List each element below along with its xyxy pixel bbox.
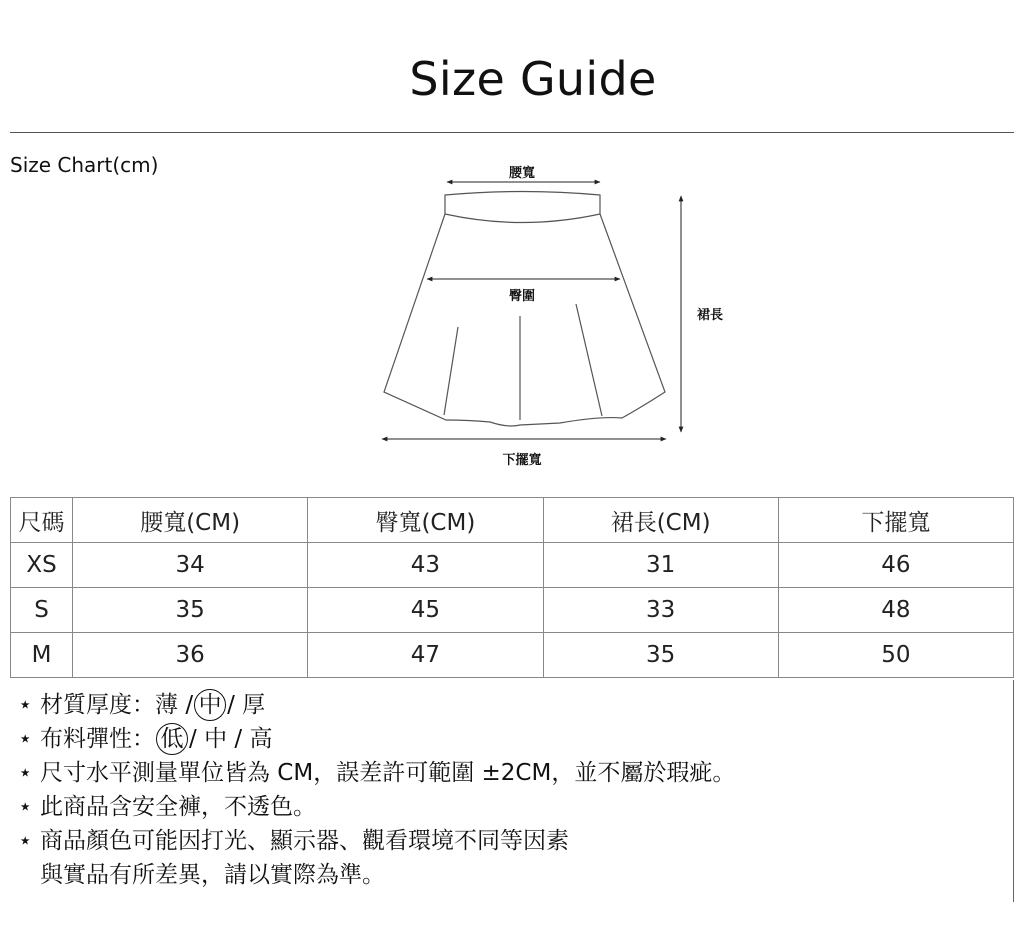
elastic-high: 高	[249, 726, 273, 752]
skirt-outline	[384, 192, 665, 427]
notes-border	[1013, 680, 1014, 902]
table-cell: 46	[778, 543, 1013, 588]
table-cell: 43	[308, 543, 543, 588]
table-cell: 45	[308, 588, 543, 633]
table-cell: XS	[11, 543, 73, 588]
table-row	[11, 543, 1014, 588]
waist-label: 腰寬	[508, 166, 536, 181]
table-cell: 34	[73, 543, 308, 588]
separator: /	[234, 726, 243, 752]
header-length: 裙長(CM)	[543, 498, 778, 543]
star-icon: ⋆	[18, 760, 33, 786]
fabric-thick: 厚	[242, 692, 266, 718]
table-row	[11, 633, 1014, 678]
star-icon: ⋆	[18, 794, 33, 820]
separator: /	[227, 692, 235, 718]
table-row	[11, 588, 1014, 633]
header-hip: 臀寬(CM)	[308, 498, 543, 543]
header-hem: 下擺寬	[778, 498, 1013, 543]
fabric-mid-selected: 中	[194, 689, 226, 721]
separator: /	[185, 692, 194, 718]
table-cell: 47	[308, 633, 543, 678]
separator: /	[189, 726, 197, 752]
measurement-text: 尺寸水平測量單位皆為 CM，誤差許可範圍 ±2CM，並不屬於瑕疵。	[40, 760, 736, 786]
table-cell: 36	[73, 633, 308, 678]
table-cell: S	[11, 588, 73, 633]
title-divider	[10, 132, 1014, 133]
table-cell: 35	[543, 633, 778, 678]
note-fabric-thickness	[18, 688, 735, 722]
header-waist: 腰寬(CM)	[73, 498, 308, 543]
star-icon: ⋆	[18, 828, 33, 854]
notes-section	[18, 688, 735, 892]
safety-shorts-text: 此商品含安全褲，不透色。	[40, 794, 316, 820]
hem-label: 下擺寬	[502, 453, 542, 468]
hip-label: 臀圍	[508, 289, 536, 304]
table-cell: 50	[778, 633, 1013, 678]
table-cell: 35	[73, 588, 308, 633]
length-label: 裙長	[697, 308, 724, 323]
table-cell: 48	[778, 588, 1013, 633]
size-table	[10, 497, 1014, 678]
star-icon: ⋆	[18, 692, 33, 718]
star-icon: ⋆	[18, 726, 33, 752]
color-text-line1: 商品顏色可能因打光、顯示器、觀看環境不同等因素	[40, 828, 569, 854]
elastic-label: 布料彈性：	[40, 726, 155, 752]
note-color-continued	[18, 858, 735, 892]
note-color	[18, 824, 735, 858]
header-size: 尺碼	[11, 498, 73, 543]
fabric-label: 材質厚度：	[40, 692, 155, 718]
color-text-line2: 與實品有所差異，請以實際為準。	[40, 862, 385, 888]
table-header-row	[11, 498, 1014, 543]
size-chart-title: Size Chart(cm)	[10, 153, 159, 177]
table-cell: 31	[543, 543, 778, 588]
page-title: Size Guide	[409, 52, 657, 106]
elastic-low-selected: 低	[156, 723, 188, 755]
note-safety-shorts	[18, 790, 735, 824]
elastic-mid: 中	[204, 726, 228, 752]
fabric-thin: 薄	[155, 692, 178, 718]
table-cell: M	[11, 633, 73, 678]
note-elasticity	[18, 722, 735, 756]
table-cell: 33	[543, 588, 778, 633]
note-measurement	[18, 756, 735, 790]
